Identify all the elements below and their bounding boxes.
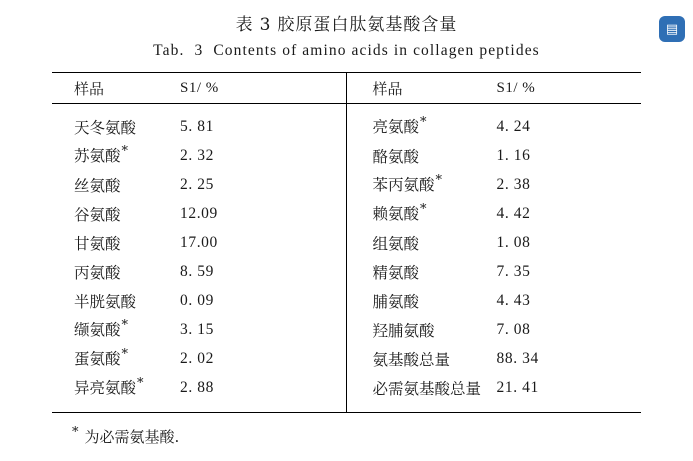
table-row xyxy=(347,228,642,257)
table-row xyxy=(52,170,346,199)
table-row xyxy=(347,199,642,228)
left-rows-container xyxy=(52,104,346,412)
row-value: 0. 09 xyxy=(180,291,214,309)
table-row xyxy=(347,112,642,141)
table-row xyxy=(347,373,642,402)
table-row xyxy=(52,228,346,257)
row-value: 1. 08 xyxy=(496,233,531,251)
right-rows-container xyxy=(347,104,642,412)
row-label: 必需氨基酸总量 xyxy=(372,379,482,398)
table-body xyxy=(52,104,641,412)
row-value: 4. 42 xyxy=(496,204,531,222)
row-label: 丙氨酸 xyxy=(74,263,121,282)
row-label: 谷氨酸 xyxy=(74,205,121,224)
row-value: 1. 16 xyxy=(496,146,531,164)
row-label: 氨基酸总量 xyxy=(372,350,451,369)
row-label: 脯氨酸 xyxy=(372,292,420,311)
row-value: 4. 43 xyxy=(496,291,531,309)
row-label: 甘氨酸 xyxy=(74,234,121,253)
table-row xyxy=(52,199,346,228)
header-label-value-left: S1/ % xyxy=(180,79,219,96)
table-title-cn-number: 3 xyxy=(259,15,272,35)
table-title-en-text: Contents of amino acids in collagen peptides xyxy=(213,42,540,59)
table-title-cn-prefix: 表 xyxy=(235,15,254,35)
table-title-english xyxy=(0,42,693,60)
row-value: 2. 25 xyxy=(180,175,214,193)
table-title-chinese xyxy=(0,10,693,35)
table-row xyxy=(52,141,346,170)
row-label: 异亮氨酸* xyxy=(74,376,144,398)
row-value: 21. 41 xyxy=(496,378,539,396)
row-label: 半胱氨酸 xyxy=(74,292,137,311)
row-label: 苯丙氨酸* xyxy=(372,173,443,195)
row-value: 4. 24 xyxy=(496,117,531,135)
footnote-text: 为必需氨基酸. xyxy=(84,428,180,446)
essential-marker: * xyxy=(121,318,129,334)
row-label: 精氨酸 xyxy=(372,263,420,282)
table-row xyxy=(347,170,642,199)
table-row xyxy=(52,315,346,344)
left-column xyxy=(52,104,347,412)
table-row xyxy=(347,286,642,315)
row-label: 缬氨酸* xyxy=(74,318,129,340)
table-row xyxy=(347,344,642,373)
table-title-cn-text: 胶原蛋白肽氨基酸含量 xyxy=(277,15,458,35)
header-right-column xyxy=(347,73,642,103)
table-title-en-number: 3 xyxy=(194,42,204,59)
row-value: 2. 38 xyxy=(496,175,531,193)
header-cell-right xyxy=(347,73,642,103)
header-cell-left xyxy=(52,73,346,103)
row-label: 亮氨酸* xyxy=(372,115,427,137)
row-value: 2. 88 xyxy=(180,378,214,396)
table-row xyxy=(52,344,346,373)
row-value: 3. 15 xyxy=(180,320,214,338)
table-row xyxy=(347,141,642,170)
row-label: 赖氨酸* xyxy=(372,202,427,224)
header-left-column xyxy=(52,73,347,103)
footnote-star: * xyxy=(72,425,79,440)
table-row xyxy=(347,257,642,286)
table-footnote xyxy=(72,425,693,447)
amino-acid-table xyxy=(52,72,641,413)
row-label: 苏氨酸* xyxy=(74,144,129,166)
document-page xyxy=(0,10,693,461)
essential-marker: * xyxy=(420,202,427,218)
essential-marker: * xyxy=(121,144,129,160)
logo-badge-icon xyxy=(659,16,685,42)
table-title-en-prefix: Tab. xyxy=(153,42,185,59)
row-value: 2. 32 xyxy=(180,146,214,164)
header-label-sample-left: 样品 xyxy=(74,79,105,98)
row-value: 88. 34 xyxy=(496,349,539,367)
essential-marker: * xyxy=(137,376,144,392)
row-value: 17.00 xyxy=(180,233,218,251)
badge-glyph: ▤ xyxy=(665,21,679,37)
table-row xyxy=(52,286,346,315)
essential-marker: * xyxy=(121,347,129,363)
essential-marker: * xyxy=(420,115,427,131)
row-value: 5. 81 xyxy=(180,117,214,135)
row-label: 酪氨酸 xyxy=(372,147,420,166)
header-label-sample-right: 样品 xyxy=(372,79,403,98)
table-row xyxy=(52,112,346,141)
row-value: 12.09 xyxy=(180,204,218,222)
right-column xyxy=(347,104,642,412)
row-value: 7. 35 xyxy=(496,262,531,280)
essential-marker: * xyxy=(435,173,443,189)
row-label: 羟脯氨酸 xyxy=(372,321,435,340)
row-label: 天冬氨酸 xyxy=(74,118,137,137)
row-label: 丝氨酸 xyxy=(74,176,121,195)
row-label: 组氨酸 xyxy=(372,234,420,253)
row-value: 2. 02 xyxy=(180,349,214,367)
table-row xyxy=(52,373,346,402)
row-label: 蛋氨酸* xyxy=(74,347,129,369)
row-value: 8. 59 xyxy=(180,262,214,280)
row-value: 7. 08 xyxy=(496,320,531,338)
table-row xyxy=(52,257,346,286)
table-row xyxy=(347,315,642,344)
header-label-value-right: S1/ % xyxy=(496,79,536,96)
table-header-row xyxy=(52,73,641,104)
